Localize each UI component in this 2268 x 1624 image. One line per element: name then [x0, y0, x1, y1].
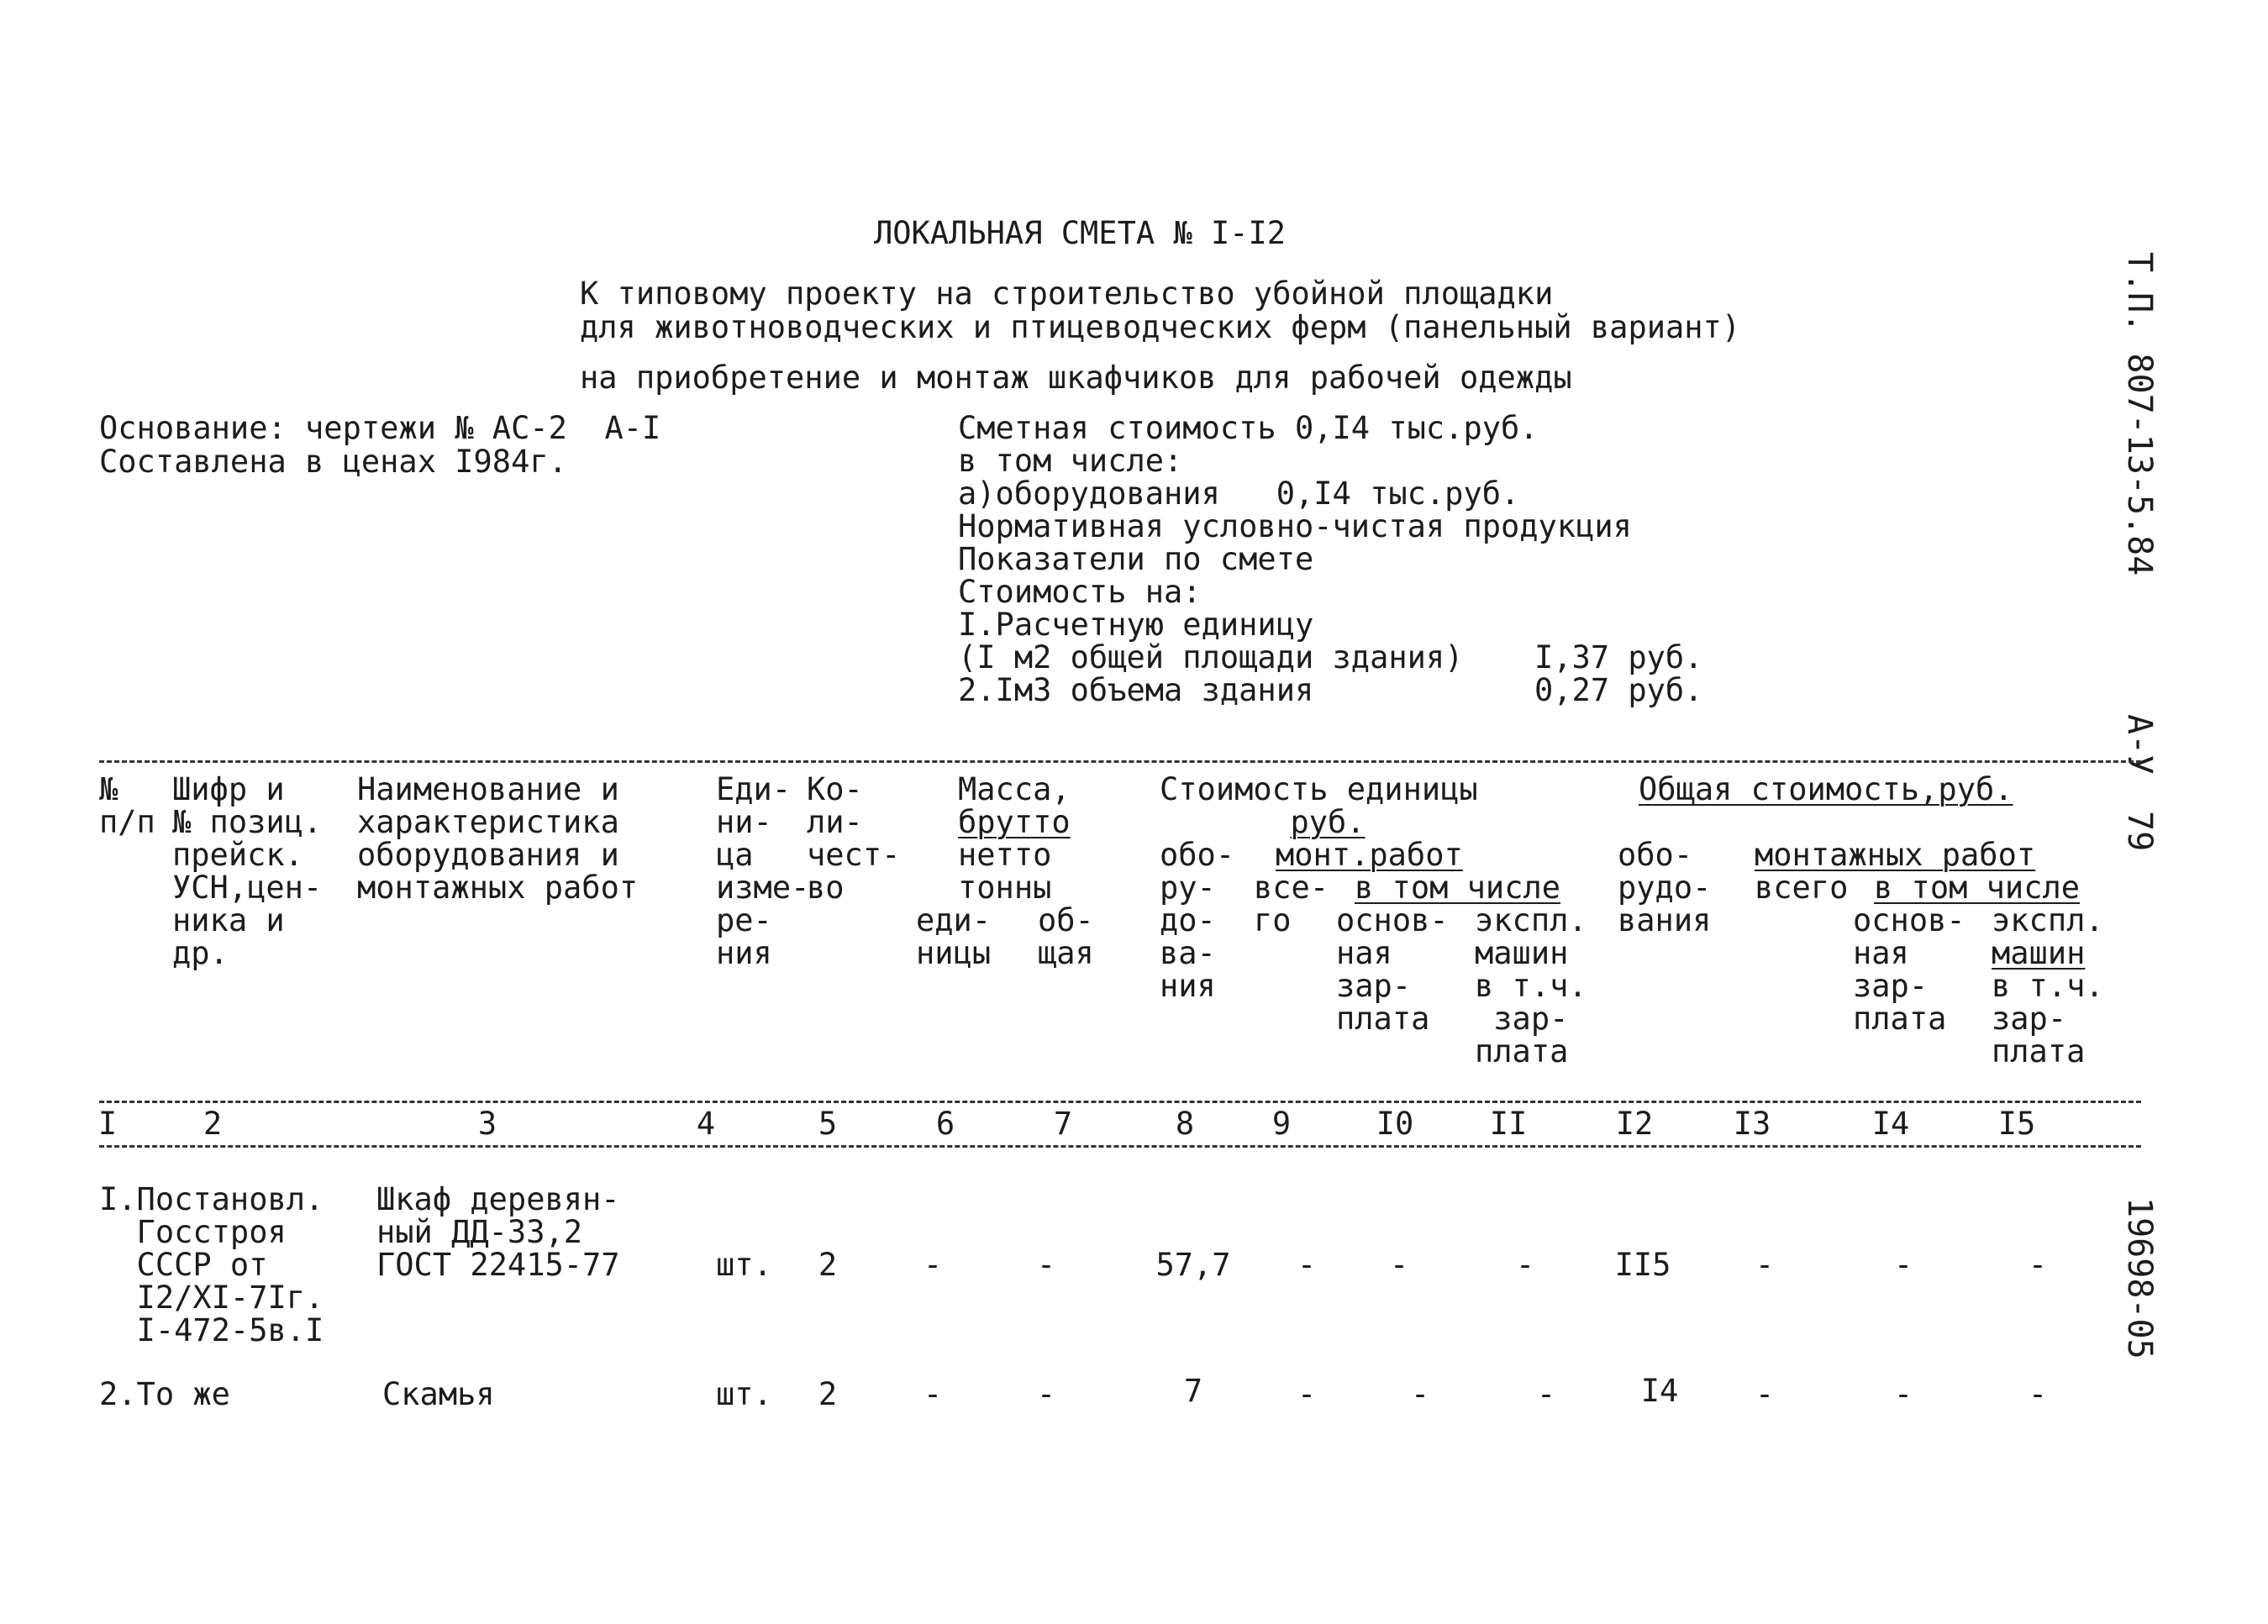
row-total-wage: -	[1893, 1247, 1913, 1283]
col-number: II	[1489, 1106, 1528, 1142]
row-total-wage: -	[1893, 1376, 1913, 1412]
header-mass-total: об- щая	[1038, 902, 1094, 971]
header-total-cost: Общая стоимость,руб.	[1639, 771, 2013, 807]
row-mass-unit: -	[923, 1247, 943, 1283]
row-mass-total: -	[1036, 1247, 1056, 1283]
col-number: 4	[696, 1106, 716, 1142]
row-reference: 2.То же	[99, 1376, 230, 1412]
registration-number-stamp: 19698-05	[2120, 1197, 2159, 1359]
subtitle-line-2: для животноводческих и птицеводческих ферм (панельный вариант)	[580, 309, 1741, 345]
row-base-wage: -	[1389, 1247, 1409, 1283]
header-total-install-all: всего	[1755, 870, 1849, 906]
col-number: I	[97, 1106, 118, 1142]
row-base-wage: -	[1410, 1376, 1430, 1412]
header-quantity: Ко- ли- чест- во	[807, 771, 901, 906]
header-row-number: № п/п	[99, 771, 155, 840]
row-unit: шт.	[716, 1376, 772, 1412]
row-mass-total: -	[1036, 1376, 1056, 1412]
header-bottom-rule	[99, 1101, 2141, 1103]
unit-cost-label: I.Расчетную единицу	[958, 607, 1314, 643]
col-number: 6	[935, 1106, 955, 1142]
header-top-rule	[99, 760, 2141, 763]
col-number: 3	[477, 1106, 497, 1142]
header-name: Наименование и характеристика оборудования и монтажных работ	[357, 771, 639, 906]
row-machine-cost: -	[1536, 1376, 1556, 1412]
header-total-base-wage: основ- ная зар- плата	[1853, 902, 1965, 1037]
header-price-code: Шифр и № позиц. прейск. УСН,цен- ника и др.	[172, 771, 323, 971]
header-total-installation: монтажных работ	[1755, 837, 2036, 873]
subtitle-line-3: на приобретение и монтаж шкафчиков для рабочей одежды	[580, 360, 1572, 396]
header-unit-machines: экспл. машин в т.ч. зар- плата	[1475, 902, 1587, 1070]
row-total-install: -	[1755, 1247, 1775, 1283]
cost-for: Стоимость на:	[958, 574, 1202, 610]
row-item-name: Шкаф деревян- ный ДД-33,2 ГОСТ 22415-77	[376, 1181, 620, 1283]
page-title: ЛОКАЛЬНАЯ СМЕТА № I-I2	[874, 215, 1287, 251]
header-total-machines-3: в т.ч. зар- плата	[1992, 968, 2104, 1070]
row-machine-cost: -	[1515, 1247, 1535, 1283]
header-unit-installation: монт.работ	[1276, 837, 1463, 873]
row-total-machine: -	[2028, 1247, 2048, 1283]
header-total-equipment: обо- рудо- вания	[1618, 837, 1712, 938]
project-code-stamp: Т.П. 807-13-5.84	[2120, 252, 2159, 576]
album-stamp: А-У	[2120, 714, 2159, 775]
unit-cost-detail: (I м2 общей площади здания)	[958, 639, 1464, 675]
row-item-name: Скамья	[382, 1376, 495, 1412]
col-number: I4	[1871, 1106, 1910, 1142]
row-equipment-cost: 7	[1183, 1373, 1203, 1409]
header-total-including: в том числе	[1874, 870, 2081, 906]
header-mass-net: нетто тонны	[958, 837, 1052, 906]
row-total-equipment: II5	[1614, 1247, 1671, 1283]
header-total-machines-2: машин	[1992, 935, 2086, 971]
col-number: I3	[1733, 1106, 1771, 1142]
estimate-cost: Сметная стоимость 0,I4 тыс.руб.	[958, 410, 1539, 446]
col-number: 8	[1175, 1106, 1195, 1142]
row-install-total: -	[1297, 1376, 1317, 1412]
col-number: 9	[1271, 1106, 1292, 1142]
header-unit-cost-rub: руб.	[1290, 804, 1366, 840]
cost-equipment: а)оборудования 0,I4 тыс.руб.	[958, 476, 1520, 512]
normative-product: Нормативная условно-чистая продукция	[958, 508, 1632, 544]
header-unit-equipment: обо- ру- до- ва- ния	[1160, 837, 1235, 1004]
row-quantity: 2	[818, 1376, 838, 1412]
row-total-install: -	[1755, 1376, 1775, 1412]
row-reference: I.Постановл. Госстроя СССР от I2/XI-7Iг. I-472-5в.I	[99, 1181, 324, 1348]
row-total-machine: -	[2028, 1376, 2048, 1412]
row-mass-unit: -	[923, 1376, 943, 1412]
header-unit-cost: Стоимость единицы	[1160, 771, 1478, 807]
header-mass: Масса,	[958, 771, 1071, 807]
basis-prices: Составлена в ценах I984г.	[99, 444, 567, 480]
row-install-total: -	[1297, 1247, 1317, 1283]
col-number: I5	[1997, 1106, 2036, 1142]
col-number: I2	[1615, 1106, 1654, 1142]
header-mass-gross: брутто	[958, 804, 1071, 840]
row-total-equipment: I4	[1640, 1373, 1679, 1409]
row-unit: шт.	[716, 1247, 772, 1283]
header-total-machines: экспл.	[1992, 902, 2104, 938]
col-numbers-rule	[99, 1145, 2141, 1148]
estimate-indicators: Показатели по смете	[958, 541, 1314, 577]
header-mass-per-unit: еди- ницы	[916, 902, 992, 971]
subtitle-line-1: К типовому проекту на строительство убойной площадки	[580, 276, 1554, 312]
col-number: 7	[1053, 1106, 1073, 1142]
row-equipment-cost: 57,7	[1155, 1247, 1231, 1283]
unit-cost-value: I,37 руб.	[1534, 639, 1703, 675]
header-unit-base-wage: основ- ная зар- плата	[1336, 902, 1449, 1037]
header-unit-install-total: все- го	[1254, 870, 1329, 938]
header-unit: Еди- ни- ца изме- ре- ния	[716, 771, 810, 971]
header-unit-including: в том числе	[1355, 870, 1561, 906]
row-quantity: 2	[818, 1247, 838, 1283]
volume-cost-label: 2.Iм3 объема здания	[958, 672, 1314, 708]
volume-cost-value: 0,27 руб.	[1534, 672, 1703, 708]
basis-drawings: Основание: чертежи № АС-2 А-I	[99, 410, 661, 446]
page-number-stamp: 79	[2120, 811, 2159, 852]
col-number: I0	[1376, 1106, 1414, 1142]
col-number: 5	[818, 1106, 838, 1142]
cost-including: в том числе:	[958, 443, 1183, 479]
col-number: 2	[203, 1106, 223, 1142]
